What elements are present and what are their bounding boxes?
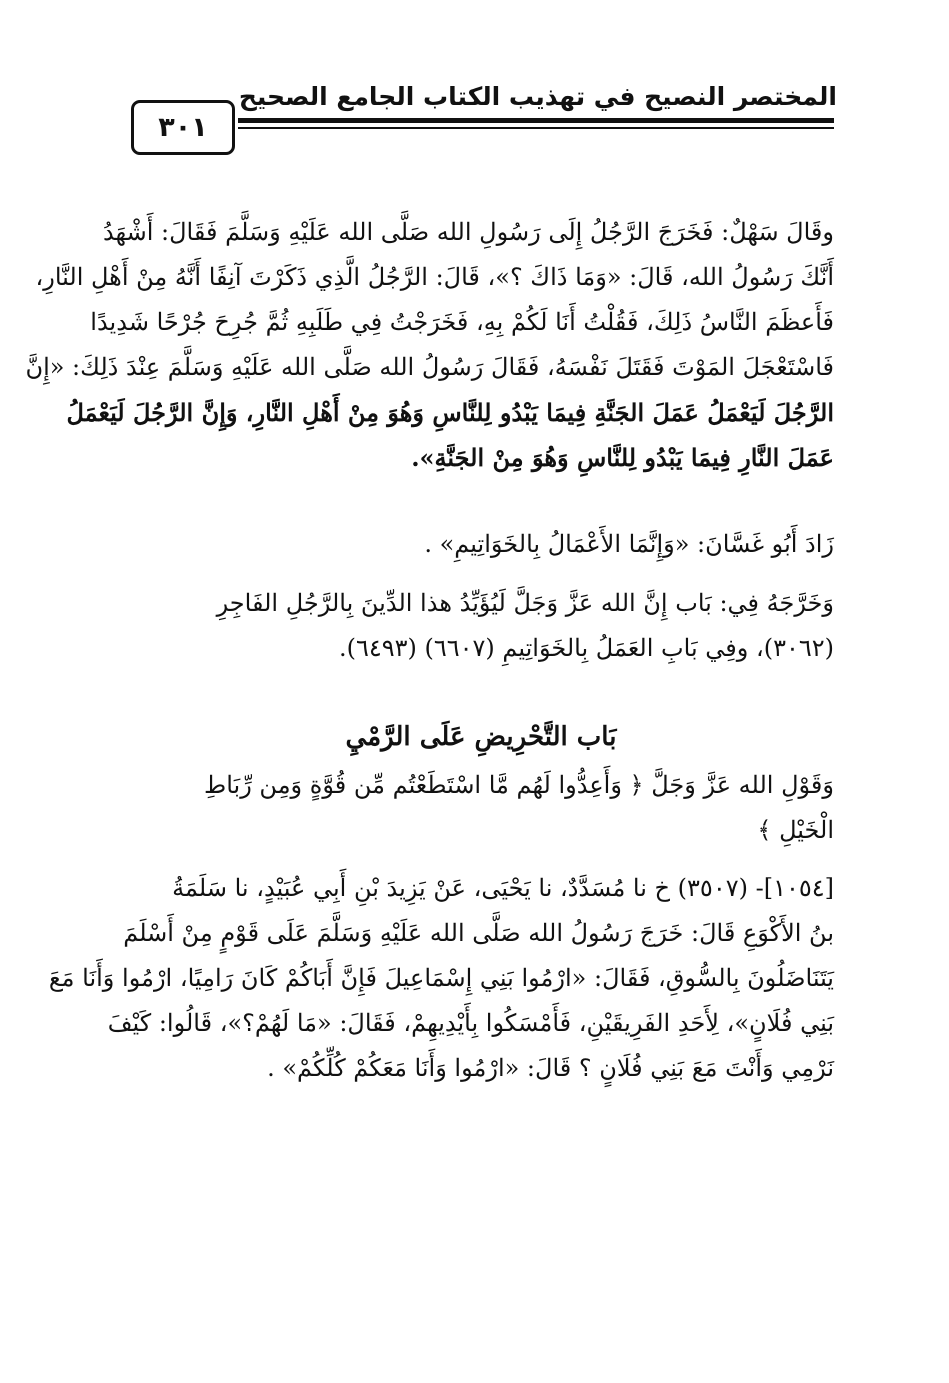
text-line: عَمَلَ النَّارِ فِيمَا يَبْدُو لِلنَّاسِ وَهُوَ مِنْ الجَنَّةِ». [411, 443, 834, 472]
paragraph-addition [128, 522, 834, 567]
paragraph-quran-verse [128, 763, 834, 853]
page-number: ٣٠١ [131, 100, 235, 155]
text-line: وَقَوْلِ الله عَزَّ وَجَلَّ ﴿ وَأَعِدُّوا لَهُم مَّا اسْتَطَعْتُم مِّن قُوَّةٍ وَمِن رِّبَاطِ [204, 771, 834, 799]
text-line: [١٠٥٤]- (٣٥٠٧) خ نا مُسَدَّدٌ، نا يَحْيَى، عَنْ يَزِيدَ بْنِ أَبِي عُبَيْدٍ، نا سَلَمَةُ [172, 874, 834, 902]
text-line: الرَّجُلَ لَيَعْمَلُ عَمَلَ الجَنَّةِ فِيمَا يَبْدُو لِلنَّاسِ وَهُوَ مِنْ أَهْلِ النَّارِ، وَإِنَّ الرَّجُلَ لَيَعْمَلُ [66, 398, 834, 427]
paragraph-hadith-1054 [48, 866, 834, 1091]
text-line: بنُ الأَكْوَعِ قَالَ: خَرَجَ رَسُولُ الله صَلَّى الله عَلَيْهِ وَسَلَّمَ عَلَى قَوْمٍ مِنْ أَسْلَمَ [123, 919, 834, 947]
text-line: فَاسْتَعْجَلَ المَوْتَ فَقَتَلَ نَفْسَهُ، فَقَالَ رَسُولُ الله صَلَّى الله عَلَيْهِ وَسَلَّمَ عِنْدَ ذَلِكَ: «إِنَّ [25, 353, 834, 381]
text-line: بَنِي فُلَانٍ»، لِأَحَدِ الفَرِيقَيْنِ، فَأَمْسَكُوا بِأَيْدِيهِمْ، فَقَالَ: «مَا لَهُمْ؟»، قَالُوا: كَيْفَ [107, 1009, 834, 1037]
text-line: يَتَنَاضَلُونَ بِالسُّوقِ، فَقَالَ: «ارْمُوا بَنِي إِسْمَاعِيلَ فَإِنَّ أَبَاكُمْ كَانَ رَامِيًا، ارْمُوا وَأَنَا مَعَ [48, 964, 834, 992]
text-line: الْخَيْلِ ﴾ [757, 816, 834, 844]
text-line: وَخَرَّجَهُ فِي: بَاب إِنَّ الله عَزَّ وَجَلَّ لَيُؤَيِّدُ هذا الدِّينَ بِالرَّجُلِ الفَاجِرِ [216, 589, 834, 617]
header-rule-thick [238, 118, 834, 123]
text-line: زَادَ أَبُو غَسَّانَ: «وَإِنَّمَا الأَعْمَالُ بِالخَوَاتِيمِ» . [424, 530, 834, 558]
chapter-heading: بَاب التَّحْرِيضِ عَلَى الرَّمْيِ [345, 722, 617, 752]
header-rule-thin [238, 127, 834, 129]
text-line: (٣٠٦٢)، وفِي بَابِ العَمَلُ بِالخَوَاتِيمِ (٦٦٠٧) (٦٤٩٣). [338, 634, 834, 662]
paragraph-cross-reference [128, 581, 834, 671]
paragraph-hadith-continuation [25, 210, 834, 480]
running-title: المختصر النصيح في تهذيب الكتاب الجامع الصحيح [238, 82, 837, 111]
text-line: نَرْمِي وَأَنْتَ مَعَ بَنِي فُلَانٍ ؟ قَالَ: «ارْمُوا وَأَنَا مَعَكُمْ كُلِّكُمْ» . [267, 1054, 834, 1082]
text-line: وقَالَ سَهْلٌ: فَخَرَجَ الرَّجُلُ إِلَى رَسُولِ الله صَلَّى الله عَلَيْهِ وَسَلَّمَ فَقَالَ: أَشْهَدُ [102, 218, 834, 246]
text-line: أَنَّكَ رَسُولُ الله، قَالَ: «وَمَا ذَاكَ ؟»، قَالَ: الرَّجُلُ الَّذِي ذَكَرْتَ آنِفًا أَنَّهُ مِنْ أَهْلِ النَّارِ، [35, 263, 834, 291]
text-line: فَأَعظَمَ النَّاسُ ذَلِكَ، فَقُلْتُ أَنَا لَكُمْ بِهِ، فَخَرَجْتُ فِي طَلَبِهِ ثُمَّ جُرِحَ جُرْحًا شَدِيدًا [90, 308, 834, 336]
